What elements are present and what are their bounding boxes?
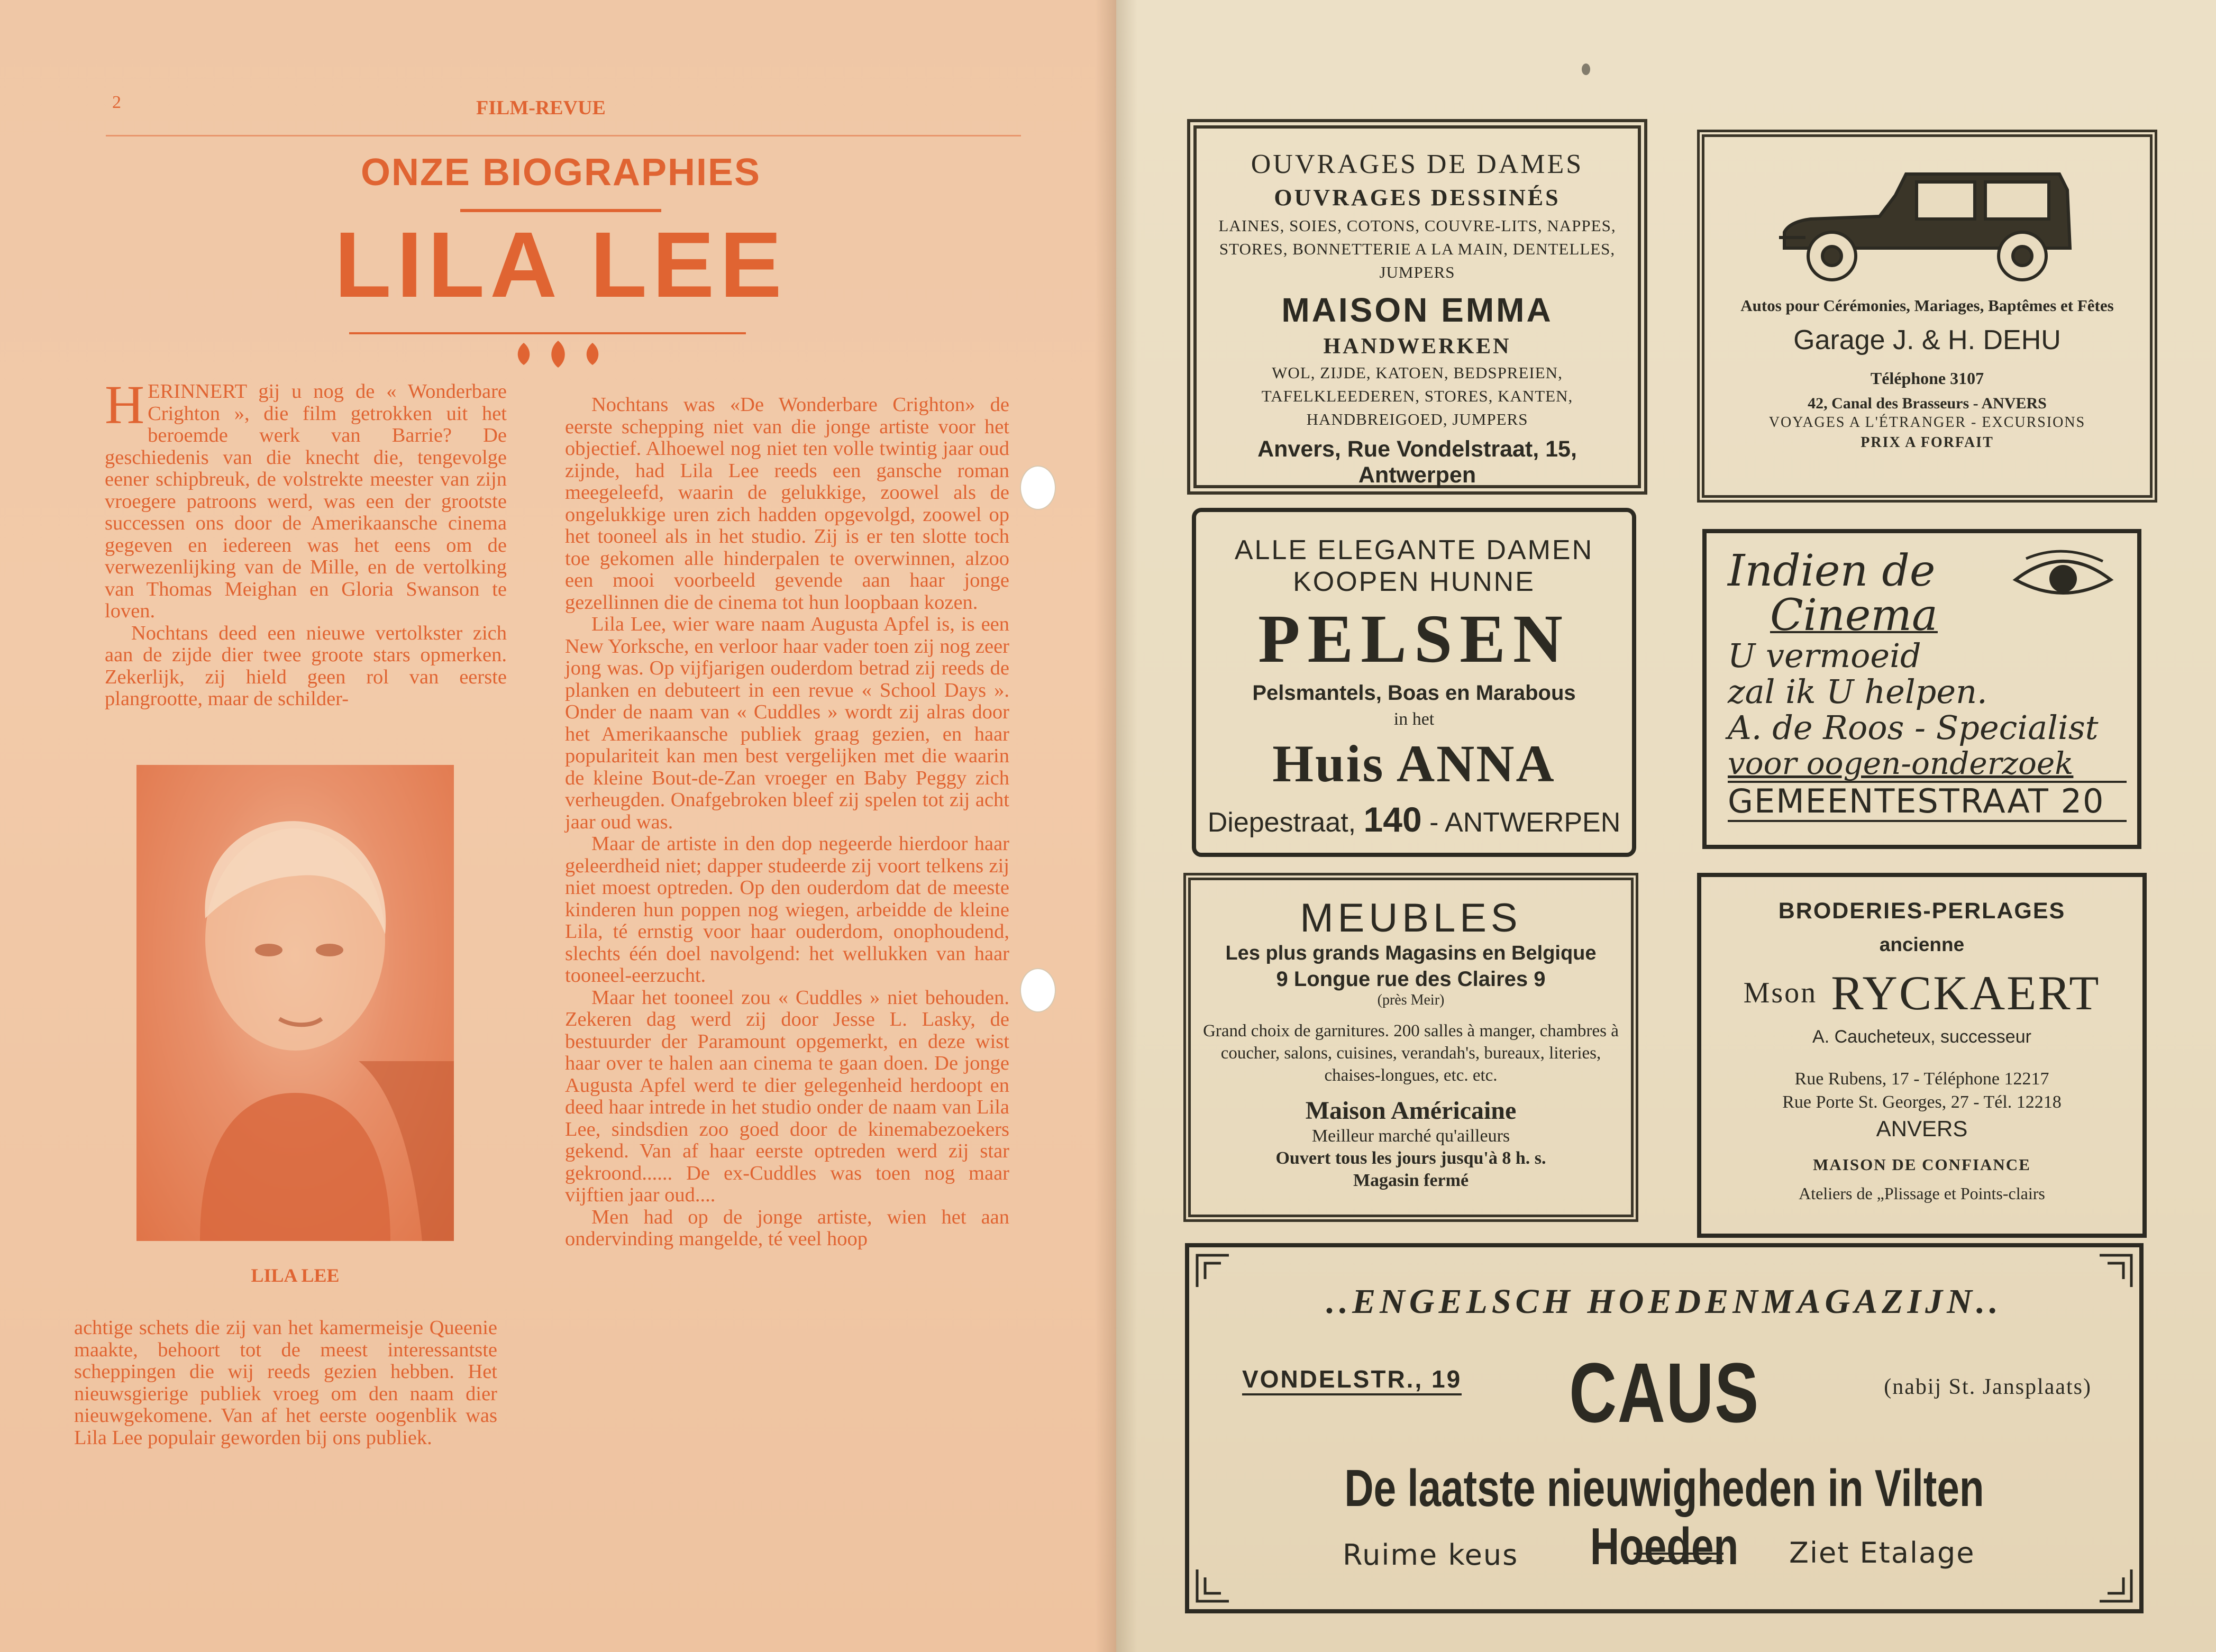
- ad-subheading: OUVRAGES DESSINÉS: [1274, 185, 1561, 211]
- page-gutter: [1095, 0, 1137, 1652]
- ad-address-city: - ANTWERPEN: [1429, 807, 1621, 838]
- ad-text: Grand choix de garnitures. 200 salles à manger, chambres à coucher, salons, cuisines, verandah's, bureaux, literies, chaises-longues, etc. etc.: [1203, 1021, 1619, 1085]
- car-icon: [1774, 158, 2081, 285]
- article-title: LILA LEE: [334, 213, 787, 317]
- ad-address: 9 Longue rue des Claires 9: [1276, 968, 1546, 991]
- ad-ryckaert: [1697, 873, 2147, 1238]
- ad-text: Pelsmantels, Boas en Marabous: [1252, 681, 1576, 705]
- ad-text: A. Caucheteux, successeur: [1812, 1027, 2031, 1047]
- ad-business-name: Garage J. & H. DEHU: [1793, 325, 2061, 355]
- paragraph: ERINNERT gij u nog de « Wonderbare Crighton », die film getrokken uit het beroemde werk van Barrie? De geschiedenis van die knecht die, tengevolge eener schipbreuk, de volstrekte meester van zijn vroegere patroons werd, was een der grootste successen ons door de Amerikaansche cinema gegeven en iedereen was het eens om de verwezenlijking van de Mille, en de vertolking van Thomas Meighan en Gloria Swanson te loven.: [105, 380, 507, 622]
- section-title: ONZE BIOGRAPHIES: [360, 151, 761, 194]
- ad-heading: BRODERIES-PERLAGES: [1778, 898, 2066, 924]
- portrait-photo: [136, 765, 454, 1241]
- ad-text: Ateliers de „Plissage et Points-clairs: [1799, 1184, 2045, 1203]
- binding-hole: [1020, 466, 1056, 510]
- title-underline: [349, 332, 746, 334]
- article-column-1: [105, 375, 507, 710]
- paragraph: Men had op de jonge artiste, wien het aan ondervinding mangelde, té veel hoop: [565, 1206, 1009, 1250]
- ad-script-line: A. de Roos - Specialist: [1728, 708, 2099, 747]
- ad-caus: [1185, 1243, 2144, 1613]
- ad-address: [1196, 799, 1632, 839]
- ad-text: Ruime keus: [1343, 1538, 1519, 1572]
- ad-text: Ziet Etalage: [1789, 1536, 1975, 1569]
- article-column-2: [565, 394, 1009, 1251]
- ad-text: ancienne: [1879, 934, 1965, 955]
- ad-garage-dehu: [1697, 130, 2157, 503]
- ad-phone: Téléphone 3107: [1870, 369, 1984, 388]
- ad-business-name: Huis ANNA: [1272, 734, 1556, 793]
- paragraph: Lila Lee, wier ware naam Augusta Apfel is, is een New Yorksche, en verloor haar vader toen zij nog zeer jong was. Op vijfjarigen ouderdom betrad zij reeds de planken en debuteert in een revue « School Days ». Onder de naam van « Cuddles » wordt zij alras door het Amerikaansche publiek graag gezien, en haar populariteit kan men best vergelijken met die waarin de kleine Bout-de-Zan vroeger en Baby Peggy zich verheugden. Onafgebroken bleef zij spelen tot zij acht jaar oud was.: [565, 613, 1009, 833]
- paper-fleck: [1582, 63, 1590, 75]
- ad-address: GEMEENTESTRAAT 20: [1728, 781, 2127, 822]
- paragraph: Nochtans was «De Wonderbare Crighton» de eerste schepping niet van die jonge artiste voor het objectief. Alhoewel nog niet ten volle twintig jaar oud zijnde, had Lila Lee reeds een gansche roman meegeleefd, waarin de gelukkige, zoowel als de ongelukkige uren zich hadden opgevolgd, zoowel op het tooneel als in het studio. Zij is er ten slotte toch toe gekomen alle hinderpalen te overwinnen, alzoo een mooi voorbeeld gevende aan haar jonge gezellinnen die de cinema tot hun loopbaan kozen.: [565, 394, 1009, 614]
- ad-address: VONDELSTR., 19: [1242, 1365, 1462, 1395]
- ad-text: PRIX A FORFAIT: [1861, 434, 1994, 451]
- ad-text: Ouvert tous les jours jusqu'à 8 h. s.: [1275, 1148, 1546, 1168]
- paragraph: Maar het tooneel zou « Cuddles » niet behouden. Zekeren dag werd zij door Jesse L. Lasky, de bestuurder der Paramount opgemerkt, en deze wist haar over te halen aan cinema te gaan doen. De jonge Augusta Apfel werd te dier gelegenheid herdoopt en deed haar intrede in het studio onder de naam van Lila Lee, sindsdien zoo goed door de kinemabezoekers gekend. Van af haar eerste optreden werd zij star gekroond...... De ex-Cuddles was toen nog maar vijftien jaar oud....: [565, 986, 1009, 1206]
- drop-cap: H: [105, 375, 145, 435]
- ad-text: MAISON DE CONFIANCE: [1813, 1155, 2031, 1174]
- corner-ornament-icon: [2097, 1567, 2134, 1604]
- ad-name-prefix: Mson: [1743, 976, 1818, 1009]
- header-rule: [106, 135, 1021, 136]
- ad-script-line: Cinema: [1770, 590, 1938, 641]
- binding-hole: [1020, 968, 1056, 1012]
- paragraph: achtige schets die zij van het kamermeisje Queenie maakte, behoort tot de meest interessantste scheppingen die wij reeds gezien hebben. Het nieuwsgierige publiek vroeg om den naam dier nieuwgekomene. Van af het eerste oogenblik was Lila Lee populair geworden bij ons publiek.: [74, 1317, 497, 1449]
- article-column-1-continued: [74, 1317, 497, 1449]
- ad-text: LAINES, SOIES, COTONS, COUVRE-LITS, NAPPES, STORES, BONNETTERIE A LA MAIN, DENTELLES, JUMPERS: [1218, 216, 1616, 281]
- paragraph: Nochtans deed een nieuwe vertolkster zich aan de zijde dier twee groote stars opmerken. Zekerlijk, zij hield geen rol van eerste plangrootte, maar de schilder-: [105, 622, 507, 710]
- ad-text: WOL, ZIJDE, KATOEN, BEDSPREIEN, TAFELKLEEDEREN, STORES, KANTEN, HANDBREIGOED, JUMPERS: [1261, 363, 1573, 428]
- ad-big-word: PELSEN: [1258, 601, 1570, 677]
- leaf-ornament-icon: [508, 339, 608, 370]
- title-rule: [460, 209, 661, 212]
- running-head: FILM-REVUE: [476, 97, 606, 119]
- ad-slogan: De laatste nieuwigheden in Vilten Hoeden: [1344, 1459, 1984, 1575]
- page-number: 2: [112, 93, 121, 112]
- ad-address: 42, Canal des Brasseurs - ANVERS: [1808, 395, 2047, 412]
- ad-address: Anvers, Rue Vondelstraat, 15, Antwerpen: [1257, 436, 1577, 488]
- ad-text: (nabij St. Jansplaats): [1884, 1375, 2092, 1399]
- ad-address-street: Diepestraat,: [1207, 807, 1356, 838]
- ad-address: Rue Rubens, 17 - Téléphone 12217: [1794, 1069, 2049, 1089]
- ad-text: (près Meir): [1377, 992, 1445, 1008]
- ad-name: RYCKAERT: [1831, 966, 2101, 1020]
- ad-divider: [1634, 1553, 1723, 1562]
- ad-text: Magasin fermé: [1353, 1171, 1469, 1190]
- ad-maison-emma: [1187, 119, 1647, 495]
- ad-subheading: HANDWERKEN: [1323, 334, 1511, 359]
- ad-script-line: zal ik U helpen.: [1728, 672, 1987, 711]
- corner-ornament-icon: [1194, 1567, 1232, 1604]
- ad-heading: ALLE ELEGANTE DAMEN: [1234, 535, 1594, 565]
- ad-script-line: U vermoeid: [1728, 636, 1921, 675]
- ad-text: Meilleur marché qu'ailleurs: [1311, 1126, 1510, 1146]
- ad-script-line: Indien de: [1728, 546, 1936, 596]
- ad-maison-americaine: [1183, 873, 1638, 1222]
- ad-huis-anna: [1192, 508, 1636, 857]
- ad-city: ANVERS: [1876, 1116, 1968, 1141]
- ad-heading: MEUBLES: [1300, 896, 1522, 941]
- ad-text: Les plus grands Magasins en Belgique: [1225, 942, 1597, 964]
- ad-heading: OUVRAGES DE DAMES: [1251, 149, 1584, 179]
- ad-heading: ..ENGELSCH HOEDENMAGAZIJN..: [1326, 1282, 2002, 1321]
- ad-de-roos: [1702, 529, 2141, 849]
- ad-address: Rue Porte St. Georges, 27 - Tél. 12218: [1782, 1092, 2062, 1112]
- ad-business-name: [1701, 966, 2142, 1019]
- ad-script-line: voor oogen-onderzoek: [1728, 745, 2074, 781]
- ad-business-name: Maison Américaine: [1305, 1097, 1517, 1125]
- ad-address-number: 140: [1363, 800, 1422, 839]
- ad-heading: KOOPEN HUNNE: [1293, 567, 1535, 597]
- ad-text: VOYAGES A L'ÉTRANGER - EXCURSIONS: [1768, 414, 2086, 431]
- ad-business-name: CAUS: [1569, 1345, 1759, 1440]
- ad-business-name: MAISON EMMA: [1281, 291, 1553, 329]
- paragraph: Maar de artiste in den dop negeerde hierdoor haar geleerdheid niet; dapper studeerde zij voort telkens zij niet moest optreden. Op den ouderdom dat de meeste kinderen hun poppen nog wiegen, arbeidde de kleine Lila, té ernstig voor haar ouderdom, onophoudend, slechts één doel navolgend: het wellukken van haar tooneel-eerzucht.: [565, 833, 1009, 987]
- ad-text: Autos pour Cérémonies, Mariages, Baptêmes et Fêtes: [1740, 296, 2114, 315]
- ad-text: in het: [1393, 709, 1435, 729]
- photo-caption: LILA LEE: [251, 1265, 340, 1286]
- eye-icon: [2010, 548, 2116, 606]
